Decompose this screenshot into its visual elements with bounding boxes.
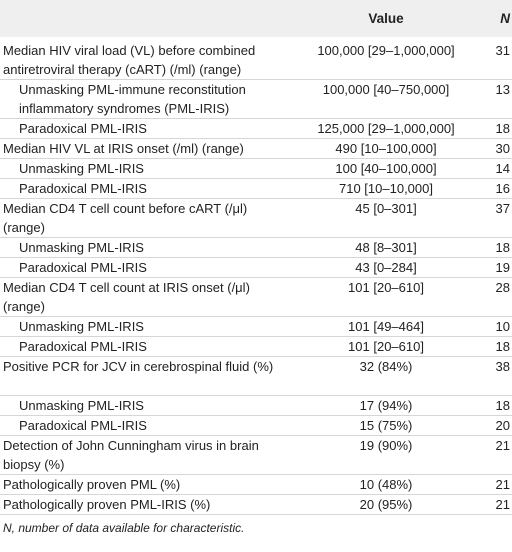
row-n: 18 — [484, 119, 512, 139]
row-label: Positive PCR for JCV in cerebrospinal fluid (%) — [0, 357, 288, 396]
table-row — [0, 159, 512, 179]
row-n: 18 — [484, 396, 512, 416]
row-value: 101 [20–610] — [288, 278, 484, 317]
table-row — [0, 238, 512, 258]
table-row — [0, 37, 512, 80]
row-value: 32 (84%) — [288, 357, 484, 396]
row-value: 100,000 [40–750,000] — [288, 80, 484, 119]
row-label: Unmasking PML-IRIS — [0, 159, 288, 179]
row-n: 38 — [484, 357, 512, 396]
table-row — [0, 139, 512, 159]
row-label: Paradoxical PML-IRIS — [0, 179, 288, 199]
row-n: 19 — [484, 258, 512, 278]
table-row — [0, 258, 512, 278]
table-footnote: N, number of data available for characteristic. — [3, 521, 245, 535]
row-label: Unmasking PML-IRIS — [0, 317, 288, 337]
row-value: 20 (95%) — [288, 495, 484, 515]
row-n: 21 — [484, 495, 512, 515]
row-value: 490 [10–100,000] — [288, 139, 484, 159]
row-value: 48 [8–301] — [288, 238, 484, 258]
row-label: Paradoxical PML-IRIS — [0, 337, 288, 357]
row-n: 20 — [484, 416, 512, 436]
row-value: 45 [0–301] — [288, 199, 484, 238]
row-label: Median CD4 T cell count before cART (/μl) (range) — [0, 199, 288, 238]
row-label: Paradoxical PML-IRIS — [0, 416, 288, 436]
row-value: 15 (75%) — [288, 416, 484, 436]
table-row — [0, 317, 512, 337]
row-value: 710 [10–10,000] — [288, 179, 484, 199]
row-label: Unmasking PML-IRIS — [0, 396, 288, 416]
row-value: 10 (48%) — [288, 475, 484, 495]
table-row — [0, 119, 512, 139]
row-value: 100,000 [29–1,000,000] — [288, 37, 484, 80]
row-value: 19 (90%) — [288, 436, 484, 475]
row-n: 21 — [484, 475, 512, 495]
row-label: Unmasking PML-IRIS — [0, 238, 288, 258]
row-n: 10 — [484, 317, 512, 337]
row-label: Median HIV viral load (VL) before combined antiretroviral therapy (cART) (/ml) (range) — [0, 37, 288, 80]
header-characteristic — [0, 0, 288, 37]
row-n: 28 — [484, 278, 512, 317]
row-label: Pathologically proven PML (%) — [0, 475, 288, 495]
table-row — [0, 199, 512, 238]
table-row — [0, 278, 512, 317]
row-label: Paradoxical PML-IRIS — [0, 119, 288, 139]
table-header-row — [0, 0, 512, 37]
row-value: 125,000 [29–1,000,000] — [288, 119, 484, 139]
row-n: 16 — [484, 179, 512, 199]
table-row — [0, 475, 512, 495]
row-label: Paradoxical PML-IRIS — [0, 258, 288, 278]
row-n: 31 — [484, 37, 512, 80]
table-row — [0, 416, 512, 436]
row-n: 18 — [484, 337, 512, 357]
row-value: 101 [49–464] — [288, 317, 484, 337]
row-value: 17 (94%) — [288, 396, 484, 416]
row-label: Median CD4 T cell count at IRIS onset (/μl) (range) — [0, 278, 288, 317]
table-row — [0, 80, 512, 119]
table-row — [0, 179, 512, 199]
row-label: Median HIV VL at IRIS onset (/ml) (range) — [0, 139, 288, 159]
row-label: Detection of John Cunningham virus in brain biopsy (%) — [0, 436, 288, 475]
table-row — [0, 357, 512, 396]
row-value: 101 [20–610] — [288, 337, 484, 357]
header-n: N — [500, 11, 510, 26]
table-row — [0, 436, 512, 475]
row-label: Unmasking PML-immune reconstitution inflammatory syndromes (PML-IRIS) — [0, 80, 288, 119]
row-n: 37 — [484, 199, 512, 238]
row-label: Pathologically proven PML-IRIS (%) — [0, 495, 288, 515]
table-row — [0, 337, 512, 357]
row-n: 30 — [484, 139, 512, 159]
row-n: 18 — [484, 238, 512, 258]
row-value: 100 [40–100,000] — [288, 159, 484, 179]
table-row — [0, 396, 512, 416]
row-n: 13 — [484, 80, 512, 119]
header-value: Value — [368, 11, 404, 26]
row-n: 21 — [484, 436, 512, 475]
row-value: 43 [0–284] — [288, 258, 484, 278]
row-n: 14 — [484, 159, 512, 179]
table-row — [0, 495, 512, 515]
